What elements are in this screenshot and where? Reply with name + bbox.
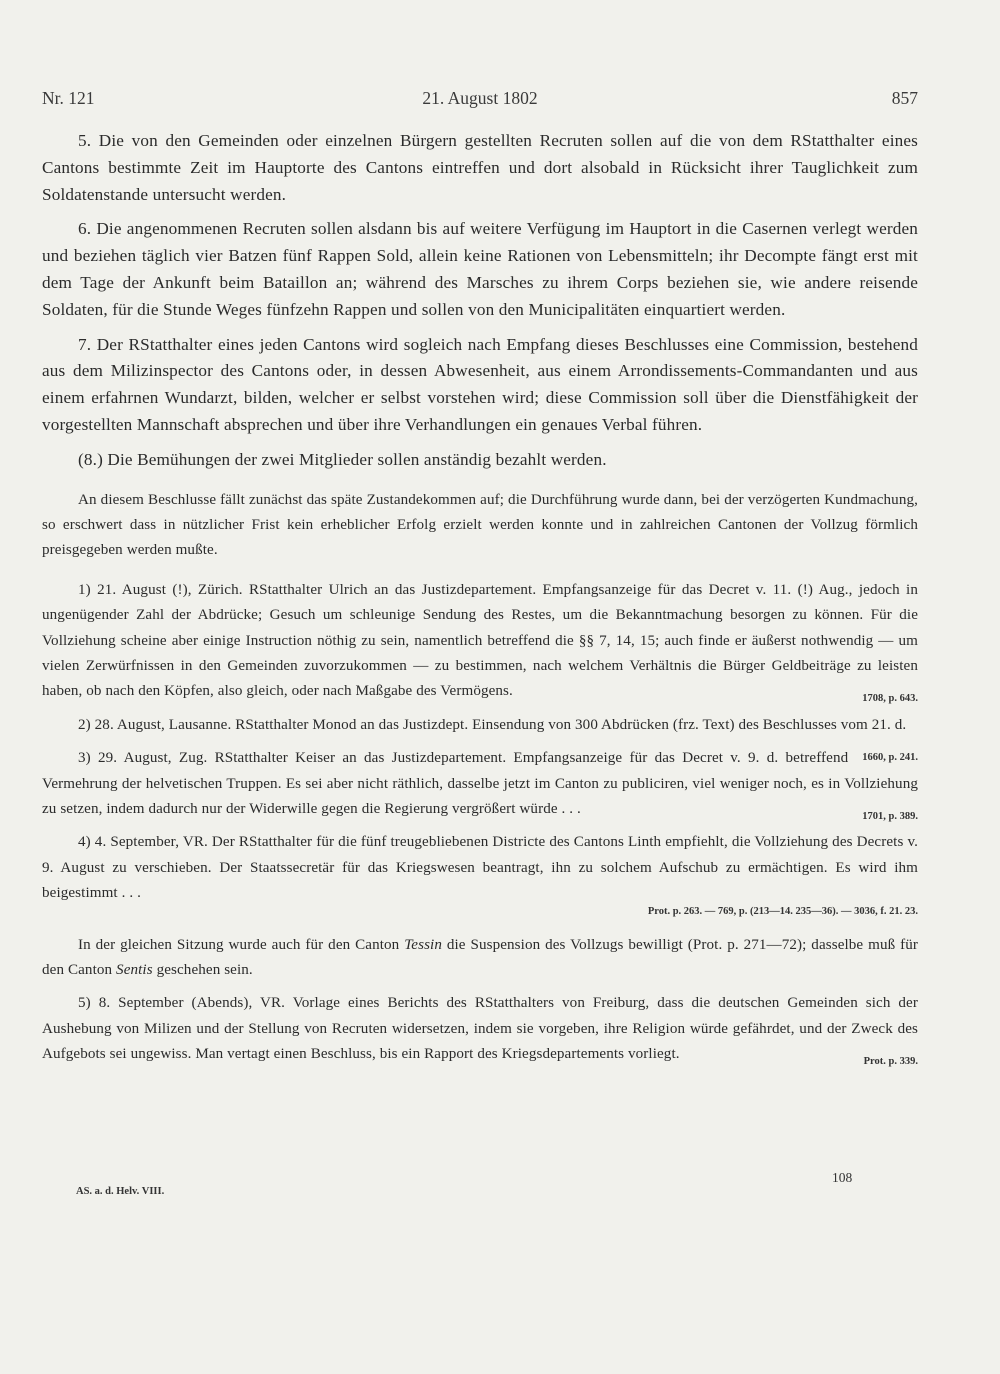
header-date: 21. August 1802 xyxy=(422,88,538,108)
page-body xyxy=(42,128,918,1068)
tessin-text-start: In der gleichen Sitzung wurde auch für den Canton xyxy=(78,936,405,953)
item-3-text: 3) 29. August, Zug. RStatthalter Keiser an das Justizdepartement. Empfangsanzeige für das Decret v. 9. d. betreffend Vermehrung der helvetischen Truppen. Es sei aber nicht räthlich, dasselbe jetzt im Canton zu publiciren, viel weniger noch, es in Vollziehung zu setzen, indem dadurch nur der Widerwille gegen die Regierung vergrößert würde . . . xyxy=(42,750,918,818)
commentary-item-1 xyxy=(42,578,918,705)
item-3-reference: 1701, p. 389. xyxy=(862,811,918,823)
item-2-text: 2) 28. August, Lausanne. RStatthalter Monod an das Justizdept. Einsendung von 300 Abdrücken (frz. Text) des Beschlusses vom 21. d. xyxy=(78,716,907,733)
commentary-intro: An diesem Beschlusse fällt zunächst das späte Zustandekommen auf; die Durchführung wurde dann, bei der verzögerten Kundmachung, so erschwert dass in nützlicher Frist kein erheblicher Erfolg erzielt werden konnte und in zahlreichen Cantonen der Vollzug förmlich preisgegeben werden mußte. xyxy=(42,491,918,559)
item-4-reference: Prot. p. 263. — 769, p. (213—14. 235—36). — 3036, f. 21. 23. xyxy=(647,905,918,917)
commentary-item-2 xyxy=(42,713,918,764)
commentary-item-3 xyxy=(42,746,918,822)
decree-paragraph-6: 6. Die angenommenen Recruten sollen alsdann bis auf weitere Verfügung im Hauptort in die Casernen verlegt werden und beziehen täglich vier Batzen fünf Rappen Sold, allein keine Rationen von Lebensmitteln; ihr Decompte fängt erst mit dem Tage der Ankunft beim Bataillon an; während des Marsches zu ihrem Corps beziehen sie, wie andere reisende Soldaten, für die Stunde Weges fünfzehn Rappen und sollen von den Municipalitäten einquartiert werden. xyxy=(42,219,918,319)
running-header xyxy=(42,88,918,118)
item-1-reference: 1708, p. 643. xyxy=(862,693,918,705)
decree-paragraph-5: 5. Die von den Gemeinden oder einzelnen Bürgern gestellten Recruten sollen auf die von dem RStatthalter eines Cantons bestimmte Zeit im Hauptorte des Cantons eintreffen und dort alsobald in Rücksicht ihrer Tauglichkeit zum Soldatenstande untersucht werden. xyxy=(42,131,918,204)
sheet-number: 108 xyxy=(832,1170,853,1185)
item-2-reference: 1660, p. 241. xyxy=(862,752,918,764)
canton-tessin: Tessin xyxy=(404,936,442,953)
tessin-text-middle: die Suspension des Vollzugs bewilligt (Prot. p. 271—72); dasselbe muß für den Canton xyxy=(42,936,918,979)
decree-paragraph-8: (8.) Die Bemühungen der zwei Mitglieder sollen anständig bezahlt werden. xyxy=(78,449,607,469)
decree-paragraph-7: 7. Der RStatthalter eines jeden Cantons wird sogleich nach Empfang dieses Beschlusses eine Commission, bestehend aus dem Milizinspector des Cantons oder, in dessen Abwesenheit, aus einem Arrondissements-Commandanten und aus einem erfahrnen Wundarzt, bilden, welcher er selbst vorstehen wird; diese Commission soll über die Dienstfähigkeit der vorgestellten Mannschaft absprechen und über ihre Verhandlungen ein genaues Verbal führen. xyxy=(42,334,918,434)
item-5-text: 5) 8. September (Abends), VR. Vorlage eines Berichts des RStatthalters von Freiburg, dass die deutschen Gemeinden sich der Aushebung von Milizen und der Stellung von Recruten widersetzen, indem sie vorgeben, ihre Religion würde gefährdet, und der Zweck des Aufgebots sei ungewiss. Man vertagt einen Beschluss, bis ein Rapport des Kriegsdepartements vorliegt. xyxy=(42,995,918,1063)
commentary-item-4: 4) 4. September, VR. Der RStatthalter für die fünf treugebliebenen Districte des Cantons Linth empfiehlt, die Vollziehung des Decrets v. 9. August zu verschieben. Der Staatssecretär für das Kriegswesen beantragt, ihn zu solchem Aufschub zu ermächtigen. Es wird ihm beigestimmt . . . xyxy=(42,834,918,902)
item-5-reference: Prot. p. 339. xyxy=(863,1056,918,1068)
commentary-tessin-note xyxy=(42,933,918,984)
canton-sentis: Sentis xyxy=(116,962,153,979)
signature-mark: AS. a. d. Helv. VIII. xyxy=(76,1186,165,1197)
item-1-text: 1) 21. August (!), Zürich. RStatthalter Ulrich an das Justizdepartement. Empfangsanzeige für das Decret v. 11. (!) Aug., jedoch in ungenügender Zahl der Abdrücke; Gesuch um schleunige Sendung des Restes, um die Bekanntmachung besorgen zu können. Für die Vollziehung scheine aber einige Instruction nöthig zu sein, namentlich betreffend die §§ 7, 14, 15; auch finde er äußerst nothwendig — um vielen Zerwürfnissen in den Gemeinden zuvorzukommen — zu bestimmen, nach welchem Verhältnis die Bürger Geldbeiträge zu leisten haben, ob nach den Köpfen, also gleich, oder nach Maßgabe des Vermögens. xyxy=(42,581,918,700)
commentary-item-5 xyxy=(42,991,918,1067)
document-number: Nr. 121 xyxy=(42,88,95,108)
page-number: 857 xyxy=(891,88,918,108)
tessin-text-end: geschehen sein. xyxy=(152,962,253,979)
